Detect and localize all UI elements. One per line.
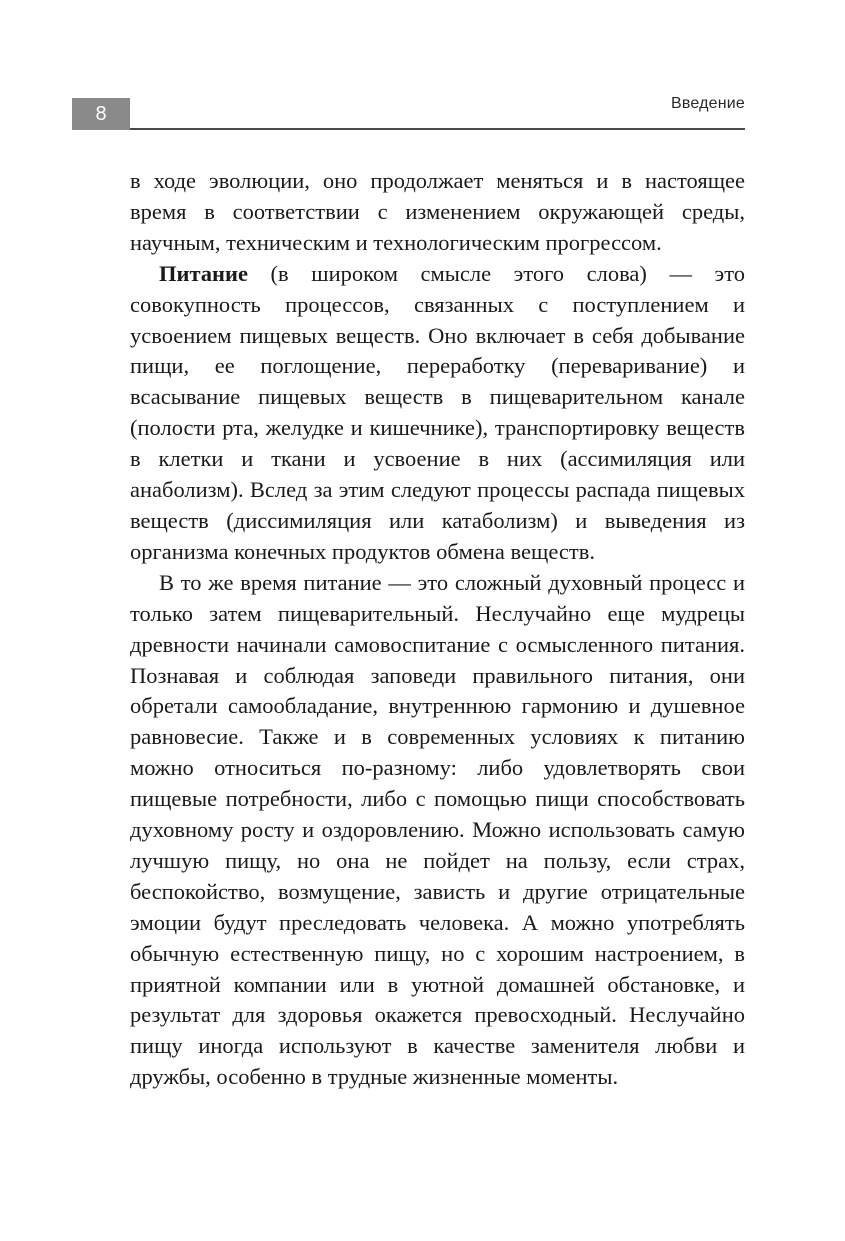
page-number: 8 (95, 103, 107, 125)
body-text (130, 166, 745, 1093)
paragraph-continuation: в ходе эволюции, оно продолжает меняться и в настоящее время в соответствии с изменением окружающей среды, научным, техническим и технологическим прогрессом. (130, 168, 745, 255)
definition-text: (в широком смысле этого слова) — это совокупность процессов, связанных с поступлением и усвоением пищевых веществ. Оно включает в себя добывание пищи, ее поглощение, переработку (переваривание) и всасывание пищевых веществ в пищеварительном канале (полости рта, желудке и кишечнике), транспортировку веществ в клетки и ткани и усвоение в них (ассимиляция или анаболизм). Вслед за этим следуют процессы распада пищевых веществ (диссимиляция или катаболизм) и выведения из организма конечных продуктов обмена веществ. (130, 260, 745, 564)
header-rule (130, 128, 745, 130)
running-head-title: Введение (670, 95, 745, 112)
paragraph-definition (130, 259, 745, 568)
defined-term: Питание (159, 260, 248, 286)
page-number-badge (72, 98, 130, 130)
paragraph-spiritual: В то же время питание — это сложный духовный процесс и только затем пищеварительный. Неслучайно еще мудрецы древности начинали самовоспитание с осмысленного питания. Познавая и соблюдая заповеди правильного питания, они обретали самообладание, внутреннюю гармонию и душевное равновесие. Также и в современных условиях к питанию можно относиться по-разному: либо удовлетворять свои пищевые потребности, либо с помощью пищи способствовать духовному росту и оздоровлению. Можно использовать самую лучшую пищу, но она не пойдет на пользу, если страх, беспокойство, возмущение, зависть и другие отрицательные эмоции будут преследовать человека. А можно употреблять обычную естественную пищу, но с хорошим настроением, в приятной компании или в уютной домашней обстановке, и результат для здоровья окажется превосходный. Неслучайно пищу иногда используют в качестве заменителя любви и дружбы, особенно в трудные жизненные моменты. (130, 569, 745, 1090)
